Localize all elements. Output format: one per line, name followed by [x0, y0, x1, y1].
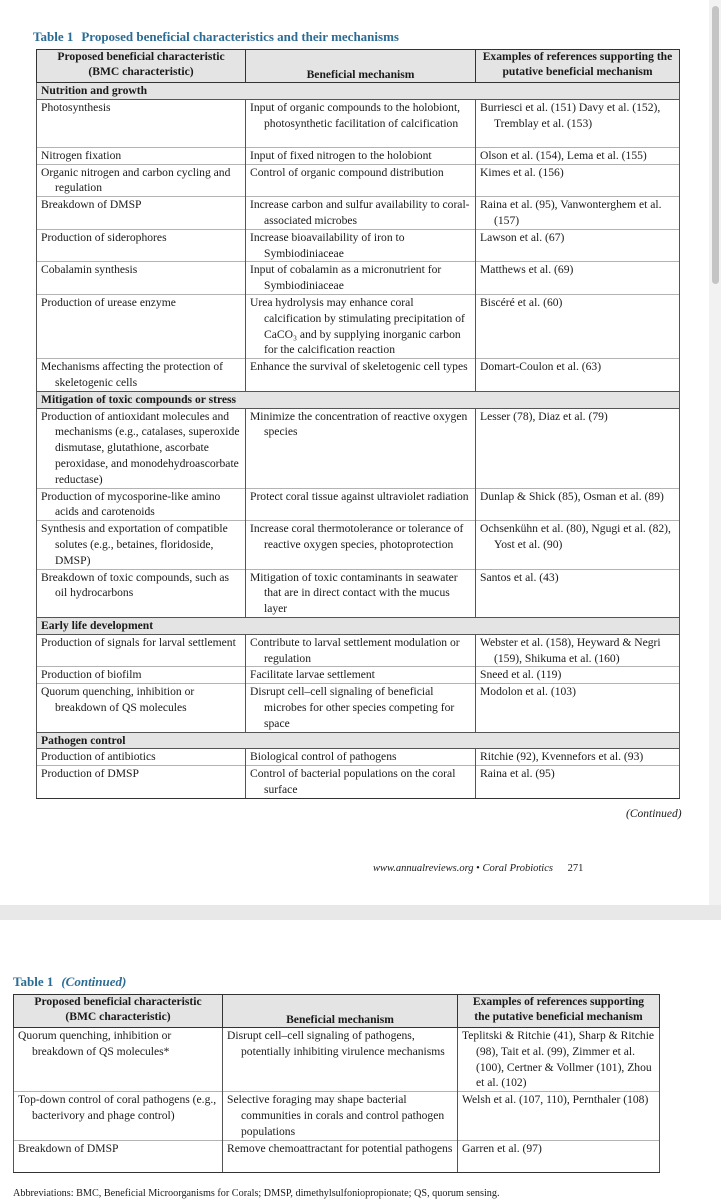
- cell-mechanism: Urea hydrolysis may enhance coral calcification by stimulating precipitation of CaCO₃ and by supplying inorganic carbon for the calcification reaction: [246, 294, 476, 358]
- cell-references: Dunlap & Shick (85), Osman et al. (89): [476, 488, 680, 521]
- cell-references: Modolon et al. (103): [476, 684, 680, 732]
- cell-mechanism: Input of fixed nitrogen to the holobiont: [246, 147, 476, 164]
- cell-mechanism: Facilitate larvae settlement: [246, 667, 476, 684]
- cell-characteristic: Production of DMSP: [37, 766, 246, 799]
- table-row: [37, 99, 680, 147]
- cell-mechanism: Minimize the concentration of reactive oxygen species: [246, 408, 476, 488]
- table-label: Table 1: [33, 29, 74, 44]
- table-title: [13, 974, 126, 990]
- cell-references: Lesser (78), Diaz et al. (79): [476, 408, 680, 488]
- table-row: [14, 1140, 660, 1172]
- section-row: [37, 617, 680, 634]
- cell-references: Olson et al. (154), Lema et al. (155): [476, 147, 680, 164]
- cell-characteristic: Production of signals for larval settlement: [37, 634, 246, 667]
- header-mechanism: Beneficial mechanism: [223, 995, 458, 1028]
- table-row: [37, 488, 680, 521]
- header-mechanism: Beneficial mechanism: [246, 50, 476, 83]
- cell-references: Sneed et al. (119): [476, 667, 680, 684]
- cell-mechanism: Input of cobalamin as a micronutrient for Symbiodiniaceae: [246, 262, 476, 295]
- cell-mechanism: Remove chemoattractant for potential pathogens: [223, 1140, 458, 1172]
- cell-mechanism: Protect coral tissue against ultraviolet radiation: [246, 488, 476, 521]
- scrollbar[interactable]: [709, 0, 721, 905]
- cell-mechanism: Increase coral thermotolerance or tolerance of reactive oxygen species, photoprotection: [246, 521, 476, 569]
- section-title: Mitigation of toxic compounds or stress: [37, 391, 680, 408]
- cell-mechanism: Selective foraging may shape bacterial communities in corals and control pathogen populations: [223, 1092, 458, 1140]
- cell-characteristic: Photosynthesis: [37, 99, 246, 147]
- cell-references: Ochsenkühn et al. (80), Ngugi et al. (82), Yost et al. (90): [476, 521, 680, 569]
- cell-mechanism: Increase carbon and sulfur availability to coral-associated microbes: [246, 197, 476, 230]
- cell-references: Raina et al. (95), Vanwonterghem et al. (157): [476, 197, 680, 230]
- cell-characteristic: Production of biofilm: [37, 667, 246, 684]
- cell-characteristic: Production of mycosporine-like amino acids and carotenoids: [37, 488, 246, 521]
- section-row: [37, 83, 680, 100]
- cell-references: Biscéré et al. (60): [476, 294, 680, 358]
- footer-journal: Coral Probiotics: [482, 863, 553, 874]
- cell-characteristic: Production of urease enzyme: [37, 294, 246, 358]
- cell-characteristic: Production of antibiotics: [37, 749, 246, 766]
- table-title: [33, 29, 399, 45]
- cell-references: Burriesci et al. (151) Davy et al. (152), Tremblay et al. (153): [476, 99, 680, 147]
- table-row: [14, 1028, 660, 1092]
- cell-references: Lawson et al. (67): [476, 229, 680, 262]
- table-row: [37, 634, 680, 667]
- section-title: Pathogen control: [37, 732, 680, 749]
- cell-characteristic: Mechanisms affecting the protection of skeletogenic cells: [37, 359, 246, 392]
- table-row: [37, 408, 680, 488]
- table-row: [37, 359, 680, 392]
- cell-characteristic: Quorum quenching, inhibition or breakdown of QS molecules*: [14, 1028, 223, 1092]
- cell-references: Domart-Coulon et al. (63): [476, 359, 680, 392]
- cell-references: Kimes et al. (156): [476, 164, 680, 197]
- table-row: [37, 229, 680, 262]
- beneficial-characteristics-table-continued: [13, 994, 660, 1173]
- table-row: [37, 749, 680, 766]
- cell-characteristic: Production of siderophores: [37, 229, 246, 262]
- table-row: [37, 262, 680, 295]
- section-row: [37, 732, 680, 749]
- table-row: [37, 766, 680, 799]
- header-references: Examples of references supporting the putative beneficial mechanism: [476, 50, 680, 83]
- cell-mechanism: Input of organic compounds to the holobiont, photosynthetic facilitation of calcification: [246, 99, 476, 147]
- cell-mechanism: Biological control of pathogens: [246, 749, 476, 766]
- table-row: [37, 521, 680, 569]
- continued-note: (Continued): [626, 808, 682, 820]
- cell-references: Matthews et al. (69): [476, 262, 680, 295]
- cell-mechanism: Increase bioavailability of iron to Symbiodiniaceae: [246, 229, 476, 262]
- abbreviations-note: Abbreviations: BMC, Beneficial Microorganisms for Corals; DMSP, dimethylsulfoniopropionate; QS, quorum sensing.: [13, 1188, 500, 1199]
- page-number: 271: [567, 863, 584, 874]
- footer-bullet: •: [476, 863, 480, 874]
- cell-mechanism: Contribute to larval settlement modulation or regulation: [246, 634, 476, 667]
- cell-references: Teplitski & Ritchie (41), Sharp & Ritchie (98), Tait et al. (99), Zimmer et al. (100), Certner & Vollmer (101), Zhou et al. (102): [458, 1028, 660, 1092]
- footer-url: www.annualreviews.org: [373, 863, 474, 874]
- cell-references: Santos et al. (43): [476, 569, 680, 617]
- table-row: [14, 1092, 660, 1140]
- cell-characteristic: Cobalamin synthesis: [37, 262, 246, 295]
- cell-mechanism: Disrupt cell–cell signaling of pathogens, potentially inhibiting virulence mechanisms: [223, 1028, 458, 1092]
- cell-characteristic: Production of antioxidant molecules and mechanisms (e.g., catalases, superoxide dismutase, glutathione, ascorbate peroxidase, and monodehydroascorbate reductase): [37, 408, 246, 488]
- cell-characteristic: Breakdown of DMSP: [37, 197, 246, 230]
- section-title: Nutrition and growth: [37, 83, 680, 100]
- beneficial-characteristics-table: [36, 49, 680, 799]
- page-footer: [373, 863, 583, 874]
- header-references: Examples of references supporting the putative beneficial mechanism: [458, 995, 660, 1028]
- table-header-row: [37, 50, 680, 83]
- table-row: [37, 569, 680, 617]
- cell-references: Webster et al. (158), Heyward & Negri (159), Shikuma et al. (160): [476, 634, 680, 667]
- table-caption: (Continued): [61, 974, 127, 989]
- table-row: [37, 684, 680, 732]
- cell-mechanism: Mitigation of toxic contaminants in seawater that are in direct contact with the mucus layer: [246, 569, 476, 617]
- table-label: Table 1: [13, 974, 54, 989]
- table-caption: Proposed beneficial characteristics and their mechanisms: [81, 29, 399, 44]
- page-272: [0, 920, 709, 1200]
- table-row: [37, 197, 680, 230]
- section-title: Early life development: [37, 617, 680, 634]
- cell-characteristic: Organic nitrogen and carbon cycling and regulation: [37, 164, 246, 197]
- cell-references: Raina et al. (95): [476, 766, 680, 799]
- cell-mechanism: Control of organic compound distribution: [246, 164, 476, 197]
- scrollbar-thumb[interactable]: [712, 6, 719, 284]
- cell-characteristic: Top-down control of coral pathogens (e.g., bacterivory and phage control): [14, 1092, 223, 1140]
- cell-characteristic: Quorum quenching, inhibition or breakdown of QS molecules: [37, 684, 246, 732]
- table-row: [37, 147, 680, 164]
- cell-references: Ritchie (92), Kvennefors et al. (93): [476, 749, 680, 766]
- cell-mechanism: Enhance the survival of skeletogenic cell types: [246, 359, 476, 392]
- cell-characteristic: Synthesis and exportation of compatible solutes (e.g., betaines, floridoside, DMSP): [37, 521, 246, 569]
- cell-references: Welsh et al. (107, 110), Pernthaler (108): [458, 1092, 660, 1140]
- table-row: [37, 294, 680, 358]
- cell-characteristic: Breakdown of DMSP: [14, 1140, 223, 1172]
- cell-mechanism: Control of bacterial populations on the coral surface: [246, 766, 476, 799]
- cell-references: Garren et al. (97): [458, 1140, 660, 1172]
- header-characteristic: Proposed beneficial characteristic (BMC characteristic): [14, 995, 223, 1028]
- page-separator: [0, 905, 721, 920]
- table-row: [37, 164, 680, 197]
- table-row: [37, 667, 680, 684]
- section-row: [37, 391, 680, 408]
- cell-characteristic: Nitrogen fixation: [37, 147, 246, 164]
- cell-characteristic: Breakdown of toxic compounds, such as oil hydrocarbons: [37, 569, 246, 617]
- cell-mechanism: Disrupt cell–cell signaling of beneficial microbes for other species competing for space: [246, 684, 476, 732]
- header-characteristic: Proposed beneficial characteristic (BMC characteristic): [37, 50, 246, 83]
- table-header-row: [14, 995, 660, 1028]
